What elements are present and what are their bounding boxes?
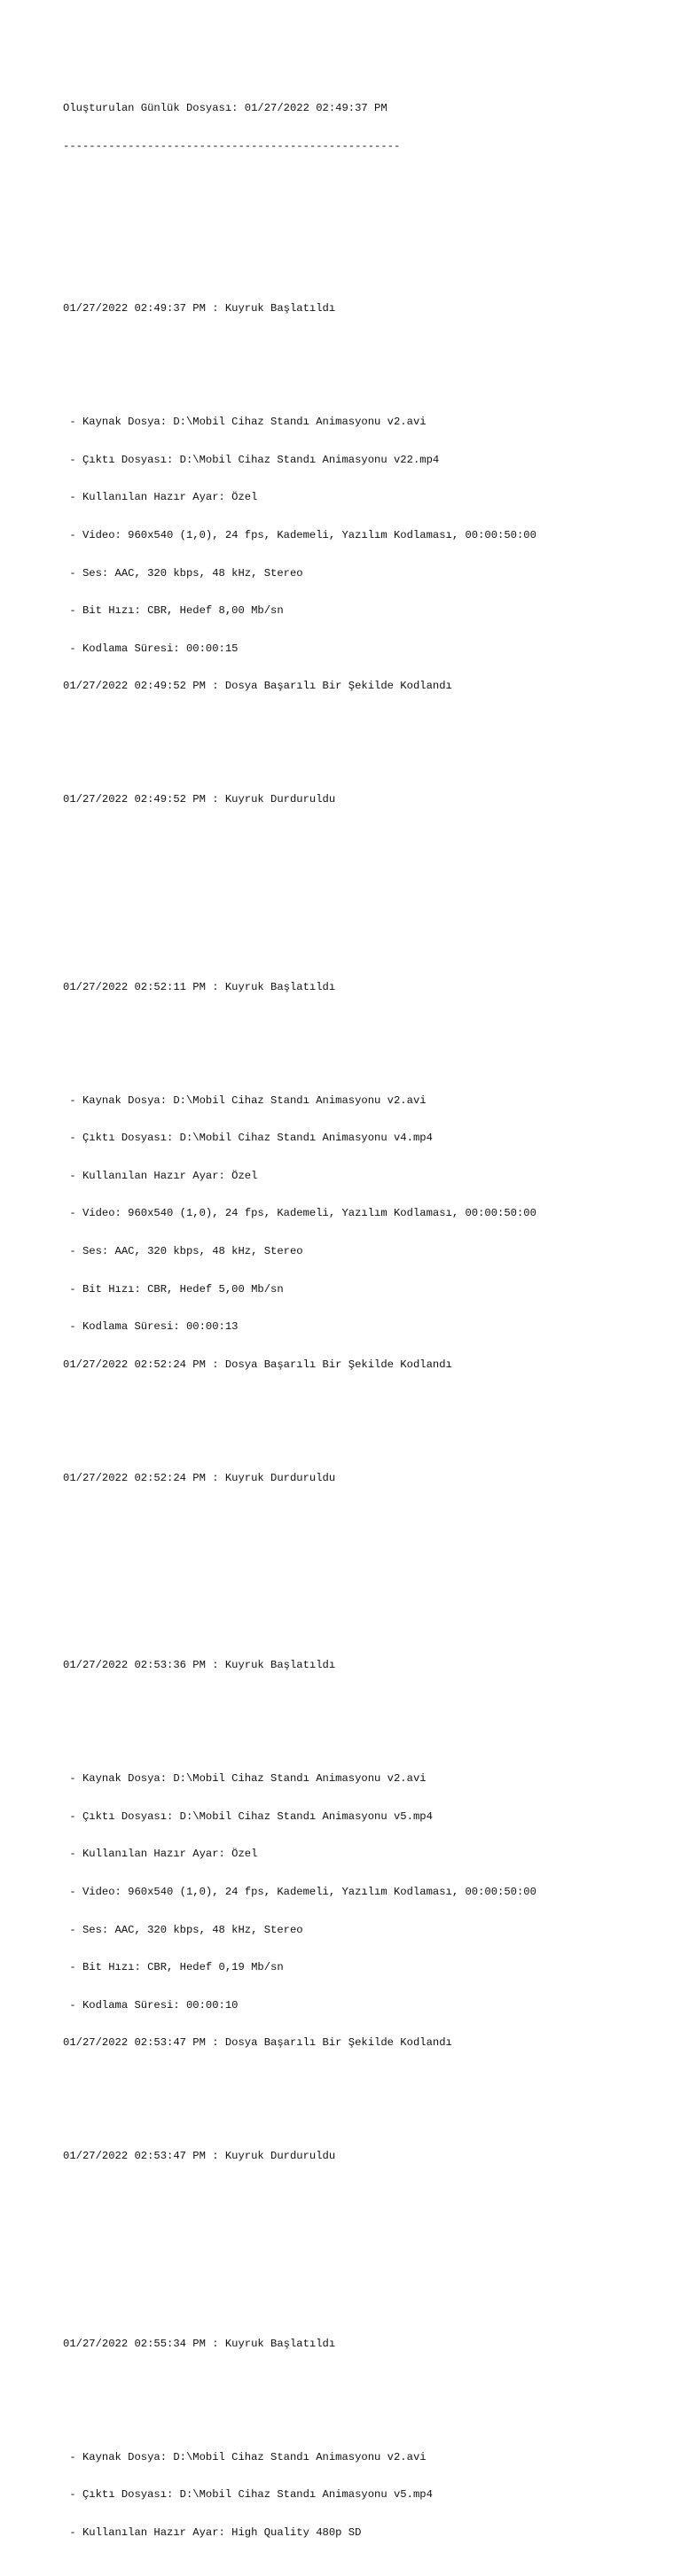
audio-line: - Ses: AAC, 320 kbps, 48 kHz, Stereo [63, 1245, 303, 1258]
queue-started-line: 01/27/2022 02:52:11 PM : Kuyruk Başlatıldı [63, 980, 336, 993]
queue-stopped-line: 01/27/2022 02:53:47 PM : Kuyruk Durduruldu [63, 2150, 336, 2163]
encoded-line: 01/27/2022 02:52:24 PM : Dosya Başarılı Bir Şekilde Kodlandı [63, 1358, 452, 1371]
queue-block [63, 277, 666, 907]
encode-time-line: - Kodlama Süresi: 00:00:10 [63, 1998, 239, 2012]
source-file-line: - Kaynak Dosya: D:\Mobil Cihaz Standı Animasyonu v2.avi [63, 416, 427, 429]
queue-block [63, 2313, 666, 2564]
log-header: Oluşturulan Günlük Dosyası: 01/27/2022 02:49:37 PM [63, 102, 387, 114]
queue-block [63, 1634, 666, 2263]
queue-stopped-line: 01/27/2022 02:52:24 PM : Kuyruk Durduruldu [63, 1471, 336, 1484]
queue-block [63, 956, 666, 1585]
preset-line: - Kullanılan Hazır Ayar: Özel [63, 1848, 258, 1861]
encoded-line: 01/27/2022 02:49:52 PM : Dosya Başarılı Bir Şekilde Kodlandı [63, 680, 452, 693]
video-line: - Video: 960x540 (1,0), 24 fps, Kademeli, Yazılım Kodlaması, 00:00:50:00 [63, 528, 536, 541]
preset-line: - Kullanılan Hazır Ayar: Özel [63, 491, 258, 504]
output-file-line: - Çıktı Dosyası: D:\Mobil Cihaz Standı Animasyonu v5.mp4 [63, 1809, 433, 1823]
log-separator: ---------------------------------------------------- [63, 139, 401, 152]
output-file-line: - Çıktı Dosyası: D:\Mobil Cihaz Standı Animasyonu v4.mp4 [63, 1132, 433, 1145]
video-line: - Video: 960x540 (1,0), 24 fps, Kademeli, Yazılım Kodlaması, 00:00:50:00 [63, 1207, 536, 1220]
encode-time-line: - Kodlama Süresi: 00:00:15 [63, 642, 239, 655]
queue-started-line: 01/27/2022 02:49:37 PM : Kuyruk Başlatıldı [63, 302, 336, 315]
encode-time-line: - Kodlama Süresi: 00:00:13 [63, 1320, 239, 1334]
output-file-line: - Çıktı Dosyası: D:\Mobil Cihaz Standı Animasyonu v22.mp4 [63, 453, 440, 466]
source-file-line: - Kaynak Dosya: D:\Mobil Cihaz Standı Animasyonu v2.avi [63, 1093, 427, 1107]
preset-line: - Kullanılan Hazır Ayar: High Quality 480p SD [63, 2525, 362, 2539]
log-document [63, 77, 666, 2576]
bitrate-line: - Bit Hızı: CBR, Hedef 5,00 Mb/sn [63, 1282, 284, 1296]
preset-line: - Kullanılan Hazır Ayar: Özel [63, 1169, 258, 1182]
queue-started-line: 01/27/2022 02:53:36 PM : Kuyruk Başlatıldı [63, 1659, 336, 1672]
audio-line: - Ses: AAC, 320 kbps, 48 kHz, Stereo [63, 1923, 303, 1936]
source-file-line: - Kaynak Dosya: D:\Mobil Cihaz Standı Animasyonu v2.avi [63, 2450, 427, 2463]
bitrate-line: - Bit Hızı: CBR, Hedef 8,00 Mb/sn [63, 604, 284, 618]
queue-started-line: 01/27/2022 02:55:34 PM : Kuyruk Başlatıldı [63, 2337, 336, 2350]
source-file-line: - Kaynak Dosya: D:\Mobil Cihaz Standı Animasyonu v2.avi [63, 1772, 427, 1786]
queue-stopped-line: 01/27/2022 02:49:52 PM : Kuyruk Durduruldu [63, 793, 336, 806]
output-file-line: - Çıktı Dosyası: D:\Mobil Cihaz Standı Animasyonu v5.mp4 [63, 2488, 433, 2502]
bitrate-line: - Bit Hızı: CBR, Hedef 0,19 Mb/sn [63, 1961, 284, 1974]
encoded-line: 01/27/2022 02:53:47 PM : Dosya Başarılı Bir Şekilde Kodlandı [63, 2036, 452, 2050]
video-line: - Video: 960x540 (1,0), 24 fps, Kademeli, Yazılım Kodlaması, 00:00:50:00 [63, 1885, 536, 1898]
audio-line: - Ses: AAC, 320 kbps, 48 kHz, Stereo [63, 566, 303, 580]
